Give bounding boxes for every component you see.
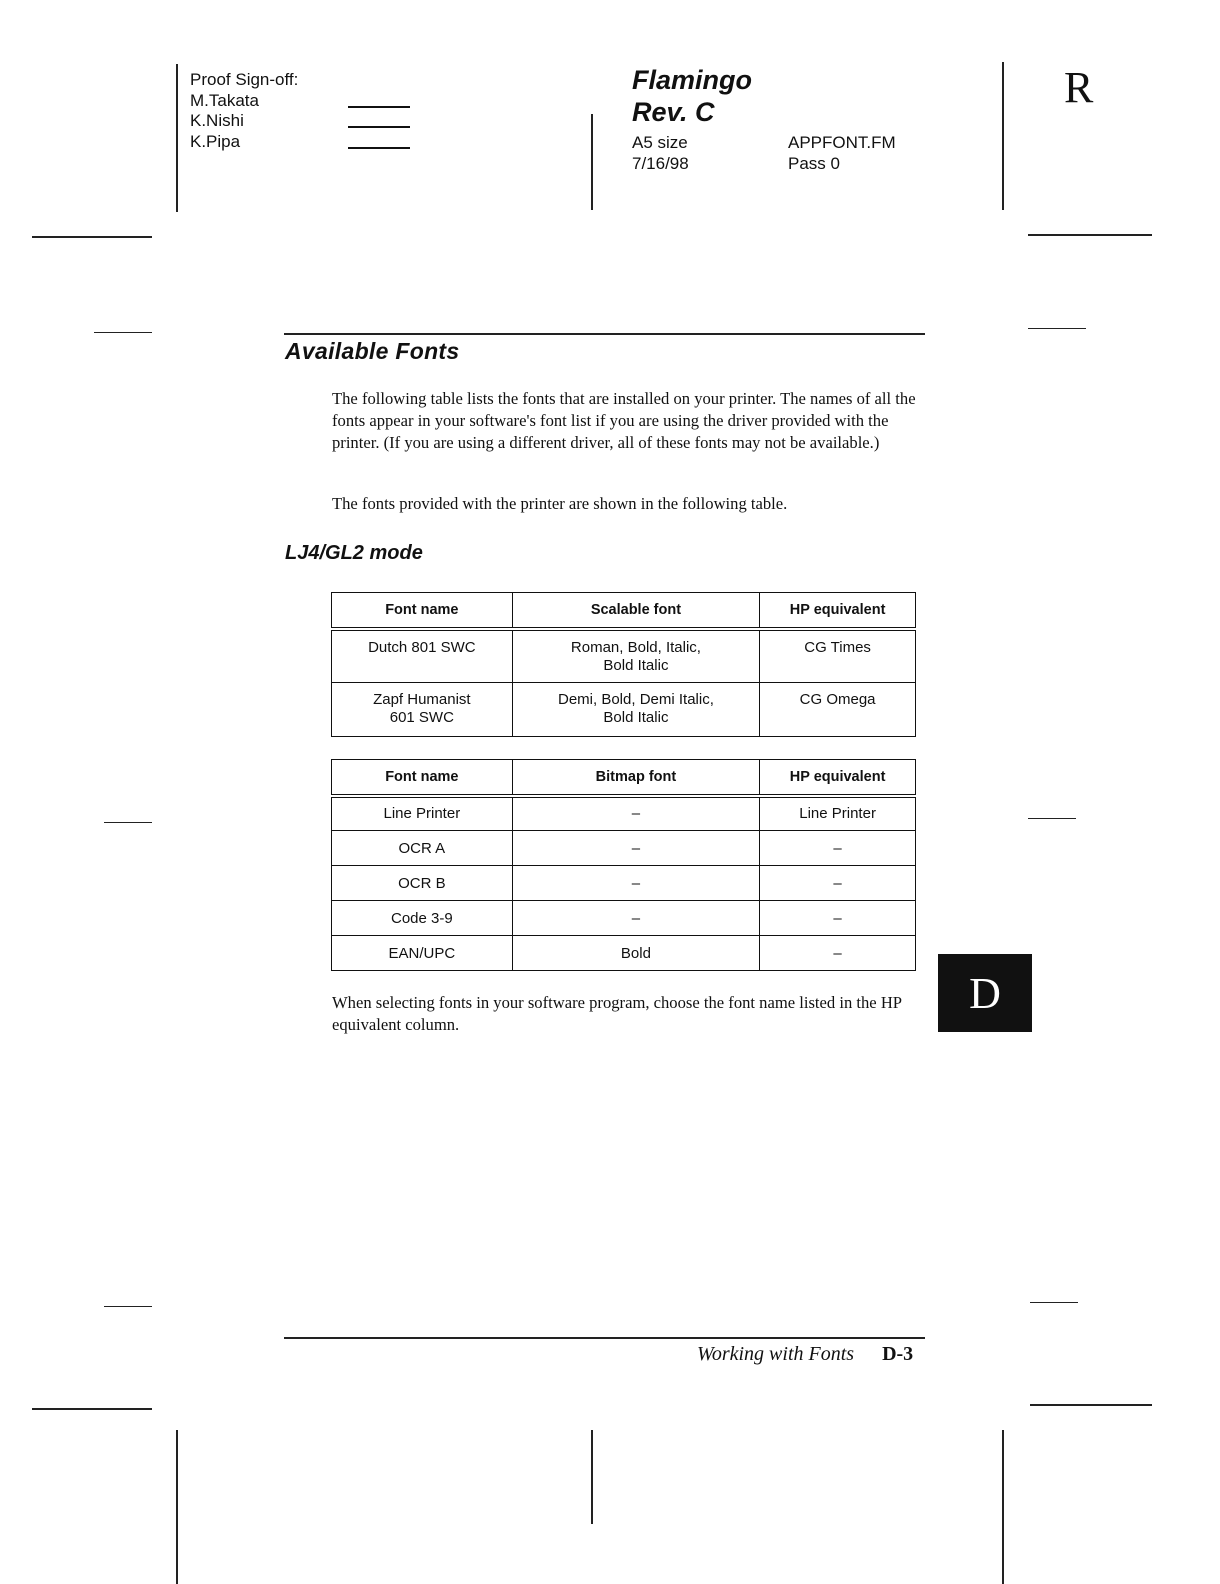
table-cell: Bold — [512, 936, 759, 971]
table-cell: OCR B — [332, 866, 513, 901]
meta-right — [788, 132, 896, 174]
signoff-name: K.Nishi — [190, 111, 244, 130]
table-cell: – — [760, 901, 916, 936]
footer-rule — [284, 1337, 925, 1339]
table-cell: – — [512, 866, 759, 901]
document-brand — [632, 64, 752, 128]
intro-paragraph-2: The fonts provided with the printer are shown in the following table. — [332, 494, 788, 513]
proof-signoff — [190, 70, 298, 152]
column-header: HP equivalent — [760, 760, 916, 796]
column-header: Scalable font — [512, 593, 760, 629]
meta-pass: Pass 0 — [788, 154, 840, 173]
table-cell: Zapf Humanist 601 SWC — [332, 683, 513, 737]
table-row — [332, 796, 916, 831]
table-row — [332, 629, 916, 683]
page-footer — [697, 1343, 913, 1366]
table-cell: OCR A — [332, 831, 513, 866]
table-cell: – — [512, 796, 759, 831]
table-cell: Roman, Bold, Italic, Bold Italic — [512, 629, 760, 683]
crop-hline — [32, 1408, 152, 1410]
crop-vline — [1002, 1430, 1004, 1584]
crop-hline — [1030, 1404, 1152, 1406]
bitmap-fonts-table — [331, 759, 916, 971]
crop-vline — [176, 64, 178, 212]
crop-vline — [176, 1430, 178, 1584]
footer-section: Working with Fonts — [697, 1343, 855, 1365]
table-row — [332, 936, 916, 971]
brand-title: Flamingo — [632, 65, 752, 95]
closing-paragraph: When selecting fonts in your software program, choose the font name listed in the HP equivalent column. — [332, 993, 902, 1034]
crop-hline — [1030, 1302, 1078, 1303]
meta-left — [632, 132, 689, 174]
crop-vline — [1002, 62, 1004, 210]
table-cell: Demi, Bold, Demi Italic, Bold Italic — [512, 683, 760, 737]
meta-size: A5 size — [632, 133, 688, 152]
table-cell: CG Omega — [760, 683, 916, 737]
table-cell: – — [760, 866, 916, 901]
table-cell: – — [512, 901, 759, 936]
signoff-name: M.Takata — [190, 90, 259, 110]
meta-date: 7/16/98 — [632, 154, 689, 173]
table-cell: – — [512, 831, 759, 866]
crop-vline — [591, 1430, 593, 1524]
subsection-title: LJ4/GL2 mode — [285, 542, 423, 564]
table-cell: – — [760, 831, 916, 866]
crop-hline — [104, 822, 152, 823]
column-header: Font name — [332, 593, 513, 629]
table-cell: – — [760, 936, 916, 971]
column-header: HP equivalent — [760, 593, 916, 629]
table-cell: Line Printer — [332, 796, 513, 831]
scalable-fonts-table — [331, 592, 916, 737]
section-title: Available Fonts — [285, 338, 460, 364]
brand-revision: Rev. C — [632, 97, 715, 127]
table-cell: CG Times — [760, 629, 916, 683]
crop-vline — [591, 114, 593, 210]
crop-hline — [32, 236, 152, 238]
corner-letter: R — [1064, 63, 1094, 112]
signature-line — [348, 147, 410, 149]
crop-hline — [1028, 234, 1152, 236]
page-number: D-3 — [882, 1343, 914, 1365]
column-header: Font name — [332, 760, 513, 796]
meta-file: APPFONT.FM — [788, 133, 896, 152]
signoff-name: K.Pipa — [190, 131, 241, 151]
crop-hline — [1028, 328, 1086, 329]
table-cell: Dutch 801 SWC — [332, 629, 513, 683]
crop-hline — [1028, 818, 1076, 819]
table-row — [332, 866, 916, 901]
proof-label: Proof Sign-off: — [190, 70, 299, 89]
crop-hline — [94, 332, 152, 333]
column-header: Bitmap font — [512, 760, 759, 796]
signature-line — [348, 106, 410, 108]
table-cell: EAN/UPC — [332, 936, 513, 971]
intro-paragraph: The following table lists the fonts that are installed on your printer. The names of all the fonts appear in your software's font list if you are using the driver provided with the printer. (If you are using a different driver, all of these fonts may not be available.) — [332, 389, 916, 452]
section-rule — [284, 333, 925, 335]
chapter-tab: D — [938, 954, 1032, 1032]
table-row — [332, 901, 916, 936]
crop-hline — [104, 1306, 152, 1307]
table-cell: Code 3-9 — [332, 901, 513, 936]
signature-line — [348, 126, 410, 128]
table-row — [332, 683, 916, 737]
table-row — [332, 831, 916, 866]
table-cell: Line Printer — [760, 796, 916, 831]
